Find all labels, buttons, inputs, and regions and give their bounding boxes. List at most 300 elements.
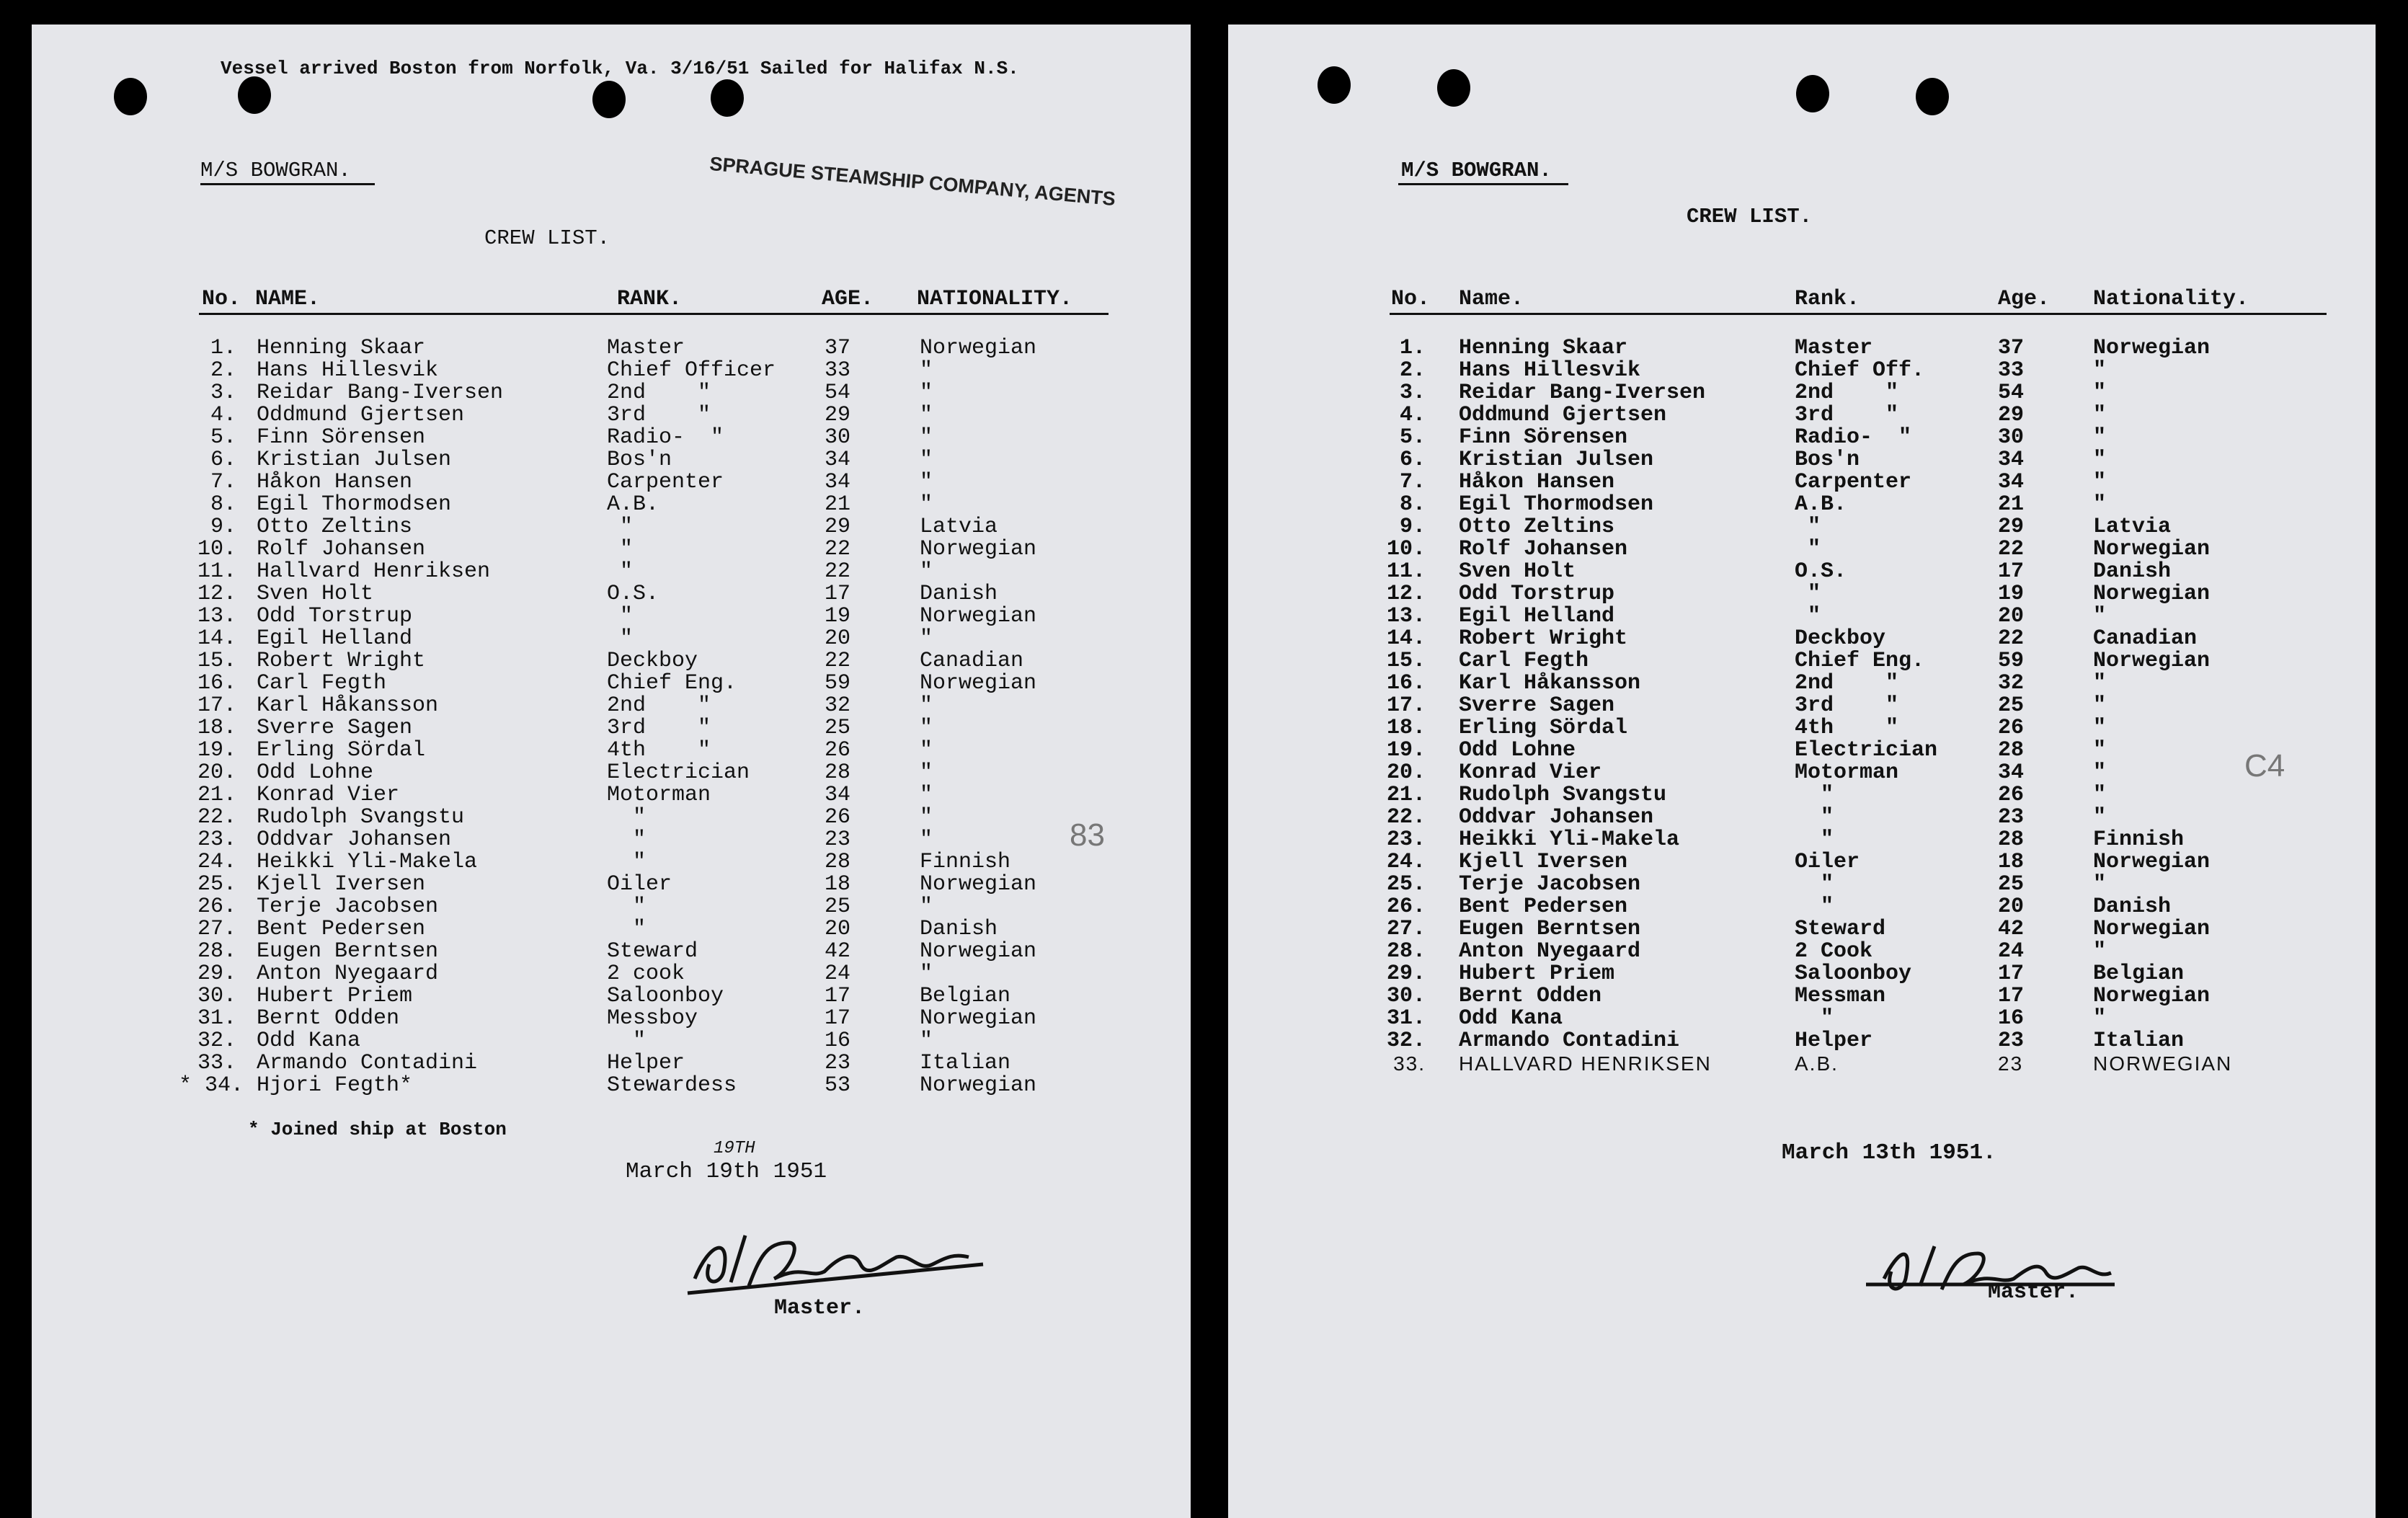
crew-age: 26	[825, 805, 851, 830]
crew-age: 23	[1998, 1029, 2025, 1053]
crew-rank: "	[607, 1029, 647, 1053]
crew-age: 34	[1998, 760, 2025, 785]
crew-name: Karl Håkansson	[257, 693, 439, 718]
crew-number: 23.	[1386, 827, 1426, 852]
crew-rank: "	[607, 895, 647, 919]
table-row	[1228, 851, 2376, 874]
crew-rank: "	[607, 604, 634, 629]
crew-age: 22	[825, 537, 851, 562]
crew-name: Terje Jacobsen	[257, 895, 439, 919]
crew-age: 30	[1998, 425, 2025, 450]
crew-age: 26	[1998, 716, 2025, 740]
crew-number: 32.	[1386, 1029, 1426, 1053]
crew-rank: Oiler	[607, 872, 672, 897]
table-row	[32, 673, 1191, 695]
crew-nationality: Norwegian	[920, 537, 1037, 562]
crew-nationality: Norwegian	[920, 671, 1037, 696]
crew-number: 2.	[210, 358, 236, 383]
crew-name: Eugen Berntsen	[257, 939, 439, 964]
vessel-name: M/S BOWGRAN.	[1401, 159, 1552, 182]
crew-name: Heikki Yli-Makela	[1459, 827, 1680, 852]
crew-name: Reidar Bang-Iversen	[1459, 381, 1706, 405]
crew-rank: "	[1795, 827, 1834, 852]
crew-age: 28	[825, 850, 851, 874]
crew-number: 25.	[197, 872, 236, 897]
table-row	[1228, 941, 2376, 963]
crew-age: 29	[825, 515, 851, 539]
crew-nationality: "	[920, 805, 933, 830]
crew-number: 17.	[197, 693, 236, 718]
crew-number: 31.	[1386, 1006, 1426, 1031]
crew-nationality: Norwegian	[920, 1073, 1037, 1098]
table-row	[32, 784, 1191, 807]
underline	[200, 183, 375, 185]
crew-name: Oddmund Gjertsen	[1459, 403, 1667, 427]
table-row	[32, 1052, 1191, 1075]
crew-name: Carl Fegth	[257, 671, 387, 696]
crew-name: Rolf Johansen	[257, 537, 426, 562]
crew-rank: 2 Cook	[1795, 939, 1873, 964]
crew-age: 34	[825, 448, 851, 472]
crew-nationality: Italian	[2093, 1029, 2185, 1053]
crew-age: 37	[1998, 336, 2025, 360]
crew-name: Erling Sördal	[257, 738, 426, 763]
crew-list-page-right	[1228, 25, 2376, 1518]
table-row	[32, 874, 1191, 896]
table-header-row	[32, 288, 1191, 311]
table-row	[32, 807, 1191, 829]
punch-hole	[114, 78, 147, 115]
table-row	[1228, 404, 2376, 427]
table-row	[1228, 449, 2376, 471]
crew-age: 17	[1998, 984, 2025, 1008]
crew-name: Egil Thormodsen	[1459, 492, 1654, 517]
crew-age: 29	[1998, 515, 2025, 539]
col-nationality: Nationality.	[2093, 287, 2249, 311]
crew-age: 18	[825, 872, 851, 897]
crew-name: Armando Contadini	[1459, 1029, 1680, 1053]
header-rule	[199, 313, 1109, 315]
crew-name: Rudolph Svangstu	[257, 805, 465, 830]
table-row	[32, 762, 1191, 784]
crew-rank: Stewardess	[607, 1073, 737, 1098]
crew-rank: 3rd "	[1795, 693, 1899, 718]
crew-name: Bernt Odden	[257, 1006, 400, 1031]
crew-number: 26.	[1386, 895, 1426, 919]
crew-rank: 2nd "	[1795, 671, 1899, 696]
crew-age: 16	[825, 1029, 851, 1053]
crew-age: 42	[825, 939, 851, 964]
crew-rank: "	[1795, 582, 1821, 606]
col-nationality: NATIONALITY.	[917, 287, 1073, 311]
crew-name: Håkon Hansen	[1459, 470, 1615, 494]
crew-rank: "	[1795, 537, 1821, 562]
crew-name: Bent Pedersen	[1459, 895, 1628, 919]
crew-age: 30	[825, 425, 851, 450]
crew-age: 23	[1998, 805, 2025, 830]
table-row	[32, 985, 1191, 1008]
crew-number: 21.	[1386, 783, 1426, 807]
crew-nationality: Norwegian	[920, 872, 1037, 897]
crew-nationality: Danish	[920, 917, 998, 941]
crew-name: Armando Contadini	[257, 1051, 478, 1075]
crew-name: Egil Helland	[1459, 604, 1615, 629]
table-row	[32, 337, 1191, 360]
crew-age: 20	[825, 917, 851, 941]
crew-age: 34	[825, 783, 851, 807]
crew-age: 22	[825, 559, 851, 584]
crew-age: 25	[1998, 872, 2025, 897]
crew-name: Sven Holt	[1459, 559, 1576, 584]
crew-name: Bent Pedersen	[257, 917, 426, 941]
crew-rank: Master	[607, 336, 685, 360]
table-row	[1228, 471, 2376, 494]
crew-name: Carl Fegth	[1459, 649, 1589, 673]
crew-rank: Steward	[1795, 917, 1886, 941]
crew-nationality: Norwegian	[2093, 917, 2211, 941]
crew-number: 33.	[1393, 1052, 1426, 1075]
crew-age: 28	[1998, 738, 2025, 763]
crew-nationality: "	[920, 738, 933, 763]
table-row	[1228, 516, 2376, 538]
col-age: Age.	[1998, 287, 2051, 311]
table-row	[32, 1008, 1191, 1030]
crew-name: Reidar Bang-Iversen	[257, 381, 504, 405]
crew-number: 24.	[197, 850, 236, 874]
crew-nationality: "	[2093, 805, 2107, 830]
crew-number: 8.	[1399, 492, 1426, 517]
crew-name: Kjell Iversen	[257, 872, 426, 897]
crew-number: 15.	[1386, 649, 1426, 673]
crew-rank: Chief Eng.	[1795, 649, 1925, 673]
crew-nationality: "	[920, 693, 933, 718]
table-row	[1228, 1030, 2376, 1052]
crew-rank: 2 cook	[607, 962, 685, 986]
crew-name: Anton Nyegaard	[1459, 939, 1641, 964]
crew-name: Hans Hillesvik	[1459, 358, 1641, 383]
signing-date: March 19th 1951	[626, 1159, 827, 1184]
crew-name: Hubert Priem	[1459, 962, 1615, 986]
table-row	[1228, 1008, 2376, 1030]
col-name: NAME.	[255, 287, 321, 311]
crew-rank: 2nd "	[607, 693, 711, 718]
pencil-margin-note: 83	[1070, 817, 1105, 853]
table-row	[32, 382, 1191, 404]
table-row	[32, 583, 1191, 605]
agent-stamp: SPRAGUE STEAMSHIP COMPANY, AGENTS	[708, 153, 1116, 210]
table-row	[32, 650, 1191, 673]
crew-rank: 2nd "	[607, 381, 711, 405]
crew-age: 18	[1998, 850, 2025, 874]
crew-number: 3.	[210, 381, 236, 405]
crew-number: 4.	[210, 403, 236, 427]
crew-age: 54	[1998, 381, 2025, 405]
crew-rows	[1228, 337, 2376, 1075]
table-row	[1228, 963, 2376, 985]
crew-name: Bernt Odden	[1459, 984, 1602, 1008]
crew-nationality: "	[2093, 671, 2107, 696]
crew-age: 34	[825, 470, 851, 494]
crew-name: Terje Jacobsen	[1459, 872, 1641, 897]
crew-number: 18.	[1386, 716, 1426, 740]
crew-number: 3.	[1399, 381, 1426, 405]
crew-name: Hallvard Henriksen	[257, 559, 491, 584]
table-row	[32, 449, 1191, 471]
crew-rank: "	[607, 537, 634, 562]
crew-number: 15.	[197, 649, 236, 673]
table-row	[32, 494, 1191, 516]
crew-rank: A.B.	[1795, 492, 1847, 517]
crew-number: 16.	[197, 671, 236, 696]
table-row	[1228, 360, 2376, 382]
crew-number: 9.	[210, 515, 236, 539]
crew-nationality: NORWEGIAN	[2093, 1052, 2233, 1075]
crew-number: 30.	[1386, 984, 1426, 1008]
crew-rank: 3rd "	[607, 403, 711, 427]
table-row	[1228, 650, 2376, 673]
crew-age: 17	[825, 1006, 851, 1031]
crew-age: 32	[825, 693, 851, 718]
crew-rank: A.B.	[1795, 1052, 1839, 1075]
table-row	[32, 538, 1191, 561]
crew-age: 17	[825, 582, 851, 606]
table-header-row	[1228, 288, 2376, 311]
pencil-margin-note: C4	[2244, 748, 2285, 784]
table-row	[32, 963, 1191, 985]
crew-rank: Carpenter	[1795, 470, 1912, 494]
crew-name: Otto Zeltins	[1459, 515, 1615, 539]
crew-name: Konrad Vier	[1459, 760, 1602, 785]
crew-number: 13.	[1386, 604, 1426, 629]
crew-number: 28.	[1386, 939, 1426, 964]
crew-number: 5.	[1399, 425, 1426, 450]
table-row	[32, 829, 1191, 851]
crew-rank: "	[607, 805, 647, 830]
crew-age: 23	[825, 827, 851, 852]
table-row	[1228, 874, 2376, 896]
crew-age: 20	[1998, 604, 2025, 629]
table-row	[1228, 382, 2376, 404]
crew-rank: Electrician	[607, 760, 750, 785]
crew-name: Odd Lohne	[1459, 738, 1576, 763]
crew-rank: O.S.	[607, 582, 659, 606]
table-row	[1228, 1052, 2376, 1075]
crew-age: 23	[1998, 1052, 2024, 1075]
crew-nationality: "	[920, 895, 933, 919]
crew-age: 24	[825, 962, 851, 986]
crew-number: 12.	[197, 582, 236, 606]
crew-number: 33.	[197, 1051, 236, 1075]
col-age: AGE.	[822, 287, 874, 311]
crew-nationality: "	[920, 962, 933, 986]
crew-nationality: "	[2093, 716, 2107, 740]
document-title: CREW LIST.	[1687, 205, 1813, 228]
table-row	[1228, 605, 2376, 628]
col-no: No.	[202, 287, 241, 311]
crew-nationality: Norwegian	[920, 604, 1037, 629]
table-row	[32, 851, 1191, 874]
underline	[1398, 183, 1568, 185]
crew-age: 34	[1998, 470, 2025, 494]
crew-rank: Bos'n	[1795, 448, 1860, 472]
crew-number: 19.	[1386, 738, 1426, 763]
table-row	[32, 740, 1191, 762]
crew-age: 29	[825, 403, 851, 427]
crew-name: Sven Holt	[257, 582, 374, 606]
crew-number: 25.	[1386, 872, 1426, 897]
crew-list-page-left	[32, 25, 1191, 1518]
crew-table	[32, 288, 1191, 311]
crew-rank: Chief Off.	[1795, 358, 1925, 383]
table-row	[1228, 762, 2376, 784]
crew-number: 19.	[197, 738, 236, 763]
punch-hole	[1318, 66, 1351, 104]
crew-age: 22	[825, 649, 851, 673]
document-title: CREW LIST.	[484, 226, 610, 250]
crew-age: 21	[825, 492, 851, 517]
crew-nationality: Norwegian	[2093, 537, 2211, 562]
crew-rank: 4th "	[1795, 716, 1899, 740]
crew-age: 33	[1998, 358, 2025, 383]
table-row	[32, 404, 1191, 427]
crew-age: 33	[825, 358, 851, 383]
crew-nationality: "	[920, 783, 933, 807]
vessel-name: M/S BOWGRAN.	[200, 159, 351, 182]
crew-nationality: "	[920, 403, 933, 427]
crew-nationality: "	[2093, 604, 2107, 629]
crew-rank: Helper	[1795, 1029, 1873, 1053]
crew-name: Karl Håkansson	[1459, 671, 1641, 696]
crew-number: 18.	[197, 716, 236, 740]
crew-age: 26	[825, 738, 851, 763]
crew-age: 32	[1998, 671, 2025, 696]
crew-nationality: "	[2093, 358, 2107, 383]
crew-name: Sverre Sagen	[257, 716, 413, 740]
crew-name: Kjell Iversen	[1459, 850, 1628, 874]
crew-number: 4.	[1399, 403, 1426, 427]
crew-nationality: Latvia	[2093, 515, 2172, 539]
crew-rank: "	[1795, 895, 1834, 919]
crew-number: 28.	[197, 939, 236, 964]
crew-nationality: "	[920, 358, 933, 383]
table-row	[32, 695, 1191, 717]
crew-age: 25	[825, 895, 851, 919]
crew-age: 22	[1998, 626, 2025, 651]
crew-number: 27.	[197, 917, 236, 941]
crew-name: Kristian Julsen	[257, 448, 452, 472]
crew-name: Oddmund Gjertsen	[257, 403, 465, 427]
crew-number: 13.	[197, 604, 236, 629]
crew-number: 26.	[197, 895, 236, 919]
col-rank: RANK.	[617, 287, 683, 311]
crew-rank: Carpenter	[607, 470, 724, 494]
crew-number: 1.	[1399, 336, 1426, 360]
crew-number: 17.	[1386, 693, 1426, 718]
crew-name: Odd Lohne	[257, 760, 374, 785]
crew-name: Finn Sörensen	[1459, 425, 1628, 450]
crew-name: Oddvar Johansen	[257, 827, 452, 852]
crew-name: Hubert Priem	[257, 984, 413, 1008]
crew-rank: Deckboy	[1795, 626, 1886, 651]
crew-nationality: Norwegian	[2093, 984, 2211, 1008]
crew-name: Eugen Berntsen	[1459, 917, 1641, 941]
crew-age: 29	[1998, 403, 2025, 427]
crew-rank: Bos'n	[607, 448, 672, 472]
crew-number: 1.	[210, 336, 236, 360]
crew-number: 8.	[210, 492, 236, 517]
crew-nationality: "	[2093, 939, 2107, 964]
crew-rank: "	[607, 515, 634, 539]
crew-age: 16	[1998, 1006, 2025, 1031]
crew-rank: 4th "	[607, 738, 711, 763]
table-row	[32, 605, 1191, 628]
crew-rank: Chief Eng.	[607, 671, 737, 696]
master-signature	[680, 1214, 1012, 1308]
col-no: No.	[1391, 287, 1431, 311]
crew-rank: "	[1795, 805, 1834, 830]
crew-nationality: "	[2093, 1006, 2107, 1031]
crew-nationality: "	[2093, 381, 2107, 405]
crew-nationality: "	[920, 1029, 933, 1053]
footnote: * Joined ship at Boston	[248, 1119, 507, 1140]
crew-age: 42	[1998, 917, 2025, 941]
crew-number: 7.	[1399, 470, 1426, 494]
crew-rank: "	[1795, 604, 1821, 629]
crew-nationality: "	[2093, 783, 2107, 807]
table-row	[1228, 717, 2376, 740]
table-row	[1228, 583, 2376, 605]
table-row	[32, 561, 1191, 583]
punch-hole	[1796, 75, 1829, 112]
crew-name: Kristian Julsen	[1459, 448, 1654, 472]
crew-age: 59	[825, 671, 851, 696]
crew-number: 5.	[210, 425, 236, 450]
table-row	[1228, 494, 2376, 516]
table-row	[1228, 784, 2376, 807]
crew-age: 23	[825, 1051, 851, 1075]
crew-nationality: Danish	[2093, 895, 2172, 919]
table-row	[32, 896, 1191, 918]
table-row	[1228, 695, 2376, 717]
crew-name: Henning Skaar	[257, 336, 426, 360]
crew-age: 20	[1998, 895, 2025, 919]
crew-nationality: "	[920, 425, 933, 450]
crew-rank: Motorman	[1795, 760, 1899, 785]
crew-number: 30.	[197, 984, 236, 1008]
crew-nationality: Norwegian	[920, 939, 1037, 964]
table-row	[1228, 337, 2376, 360]
table-row	[32, 1030, 1191, 1052]
crew-number: 22.	[197, 805, 236, 830]
crew-rank: Radio- "	[1795, 425, 1912, 450]
crew-nationality: Norwegian	[920, 1006, 1037, 1031]
crew-name: Egil Thormodsen	[257, 492, 452, 517]
crew-nationality: Italian	[920, 1051, 1011, 1075]
crew-nationality: "	[2093, 872, 2107, 897]
crew-rank: "	[607, 559, 634, 584]
crew-number: 22.	[1386, 805, 1426, 830]
crew-rank: Deckboy	[607, 649, 698, 673]
crew-number: 31.	[197, 1006, 236, 1031]
crew-rank: Chief Officer	[607, 358, 776, 383]
crew-name: Finn Sörensen	[257, 425, 426, 450]
crew-nationality: Canadian	[2093, 626, 2198, 651]
crew-nationality: "	[2093, 738, 2107, 763]
crew-nationality: "	[2093, 693, 2107, 718]
crew-name: Heikki Yli-Makela	[257, 850, 478, 874]
signature-title: Master.	[1988, 1280, 2079, 1305]
crew-nationality: Danish	[2093, 559, 2172, 584]
